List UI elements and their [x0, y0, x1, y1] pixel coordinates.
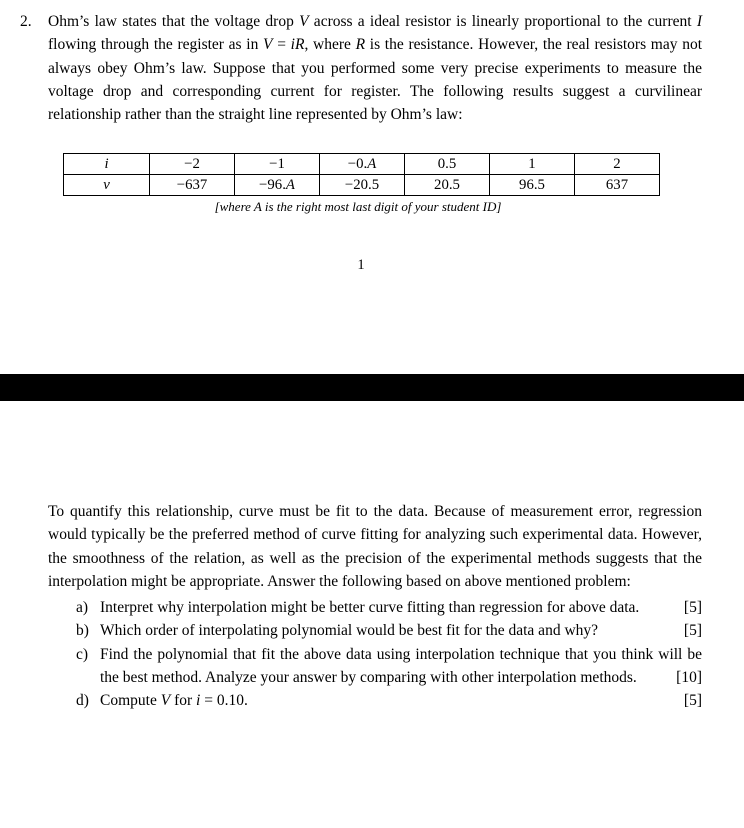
- item-marks: [10]: [676, 669, 702, 687]
- list-item-d: [76, 689, 702, 712]
- table-cell: −1: [235, 154, 320, 175]
- question-block: [20, 10, 702, 126]
- math-var-iR: iR: [290, 36, 305, 54]
- text-segment: for: [170, 692, 197, 710]
- item-text: Which order of interpolating polynomial would be best fit for the data and why?: [100, 622, 599, 640]
- math-var-V: V: [299, 13, 309, 30]
- table-cell: 2: [575, 154, 660, 175]
- math-var-V: V: [263, 36, 273, 54]
- list-item-c: [76, 643, 702, 690]
- item-marker: c): [76, 645, 89, 663]
- question-number: 2.: [20, 13, 32, 30]
- math-var-i: i: [196, 692, 201, 710]
- table-cell: 96.5: [490, 175, 575, 196]
- item-text: Interpret why interpolation might be better curve fitting than regression for above data.: [100, 599, 640, 617]
- item-marks: [5]: [683, 599, 702, 617]
- table-cell: −20.5: [320, 175, 405, 196]
- table-cell: 20.5: [405, 175, 490, 196]
- table-cell: −637: [150, 175, 235, 196]
- math-var-I: I: [696, 13, 702, 30]
- table-row-v: [64, 175, 660, 196]
- page-break-bar: [0, 374, 744, 401]
- page-number: 1: [357, 257, 365, 274]
- row-label-i: i: [64, 154, 150, 175]
- table-cell: 1: [490, 154, 575, 175]
- text-segment: , where: [304, 36, 356, 54]
- page-two-block: [0, 500, 744, 713]
- row-label-v: v: [64, 175, 150, 196]
- text-segment: = 0.10.: [200, 692, 248, 710]
- item-marker: a): [76, 599, 89, 617]
- text-segment: =: [272, 36, 291, 54]
- item-marker: d): [76, 692, 89, 710]
- list-item-b: [76, 619, 702, 642]
- cell-var-A: A: [367, 156, 377, 173]
- table-cell: −2: [150, 154, 235, 175]
- table-footnote: [where A is the right most last digit of your student ID]: [214, 199, 502, 215]
- text-segment: Compute: [100, 692, 161, 710]
- item-marks: [5]: [683, 622, 702, 640]
- question-paragraph: [48, 13, 702, 123]
- item-marker: b): [76, 622, 89, 640]
- table-cell: [320, 154, 405, 175]
- cell-var-A: A: [285, 177, 295, 194]
- table-cell: [235, 175, 320, 196]
- item-text: Find the polynomial that fit the above data using interpolation technique that you think will be the best method. Analyze your answer by comparing with other interpolation methods.: [100, 645, 702, 687]
- question-list: [76, 596, 702, 712]
- intro-paragraph: To quantify this relationship, curve must be fit to the data. Because of measurement error, regression would typically be the preferred method of curve fitting for analyzing such experimental data. However, the smoothness of the relation, as well as the precision of the experimental methods suggests that the interpolation might be appropriate. Answer the following based on above mentioned problem:: [48, 503, 702, 590]
- table-cell: 0.5: [405, 154, 490, 175]
- math-var-V: V: [160, 692, 171, 710]
- item-text: [100, 692, 248, 709]
- math-var-R: R: [355, 36, 366, 54]
- text-segment: flowing through the register as in: [48, 36, 264, 54]
- text-segment: is the resistance. However, the real resistors may not always obey Ohm’s law. Suppose that you performed some very precise experiments to measure the voltage drop and corresponding current for register. The following results suggest a curvilinear relationship rather than the straight line represented by Ohm’s law:: [48, 36, 703, 124]
- data-table: [63, 153, 660, 196]
- text-segment: across a ideal resistor is linearly proportional to the current: [308, 13, 697, 30]
- text-segment: Ohm’s law states that the voltage drop: [48, 13, 300, 30]
- cell-number: −0.: [347, 156, 368, 173]
- cell-number: −96.: [259, 177, 286, 194]
- table-row-i: [64, 154, 660, 175]
- item-marks: [5]: [683, 692, 702, 710]
- table-cell: 637: [575, 175, 660, 196]
- list-item-a: [76, 596, 702, 619]
